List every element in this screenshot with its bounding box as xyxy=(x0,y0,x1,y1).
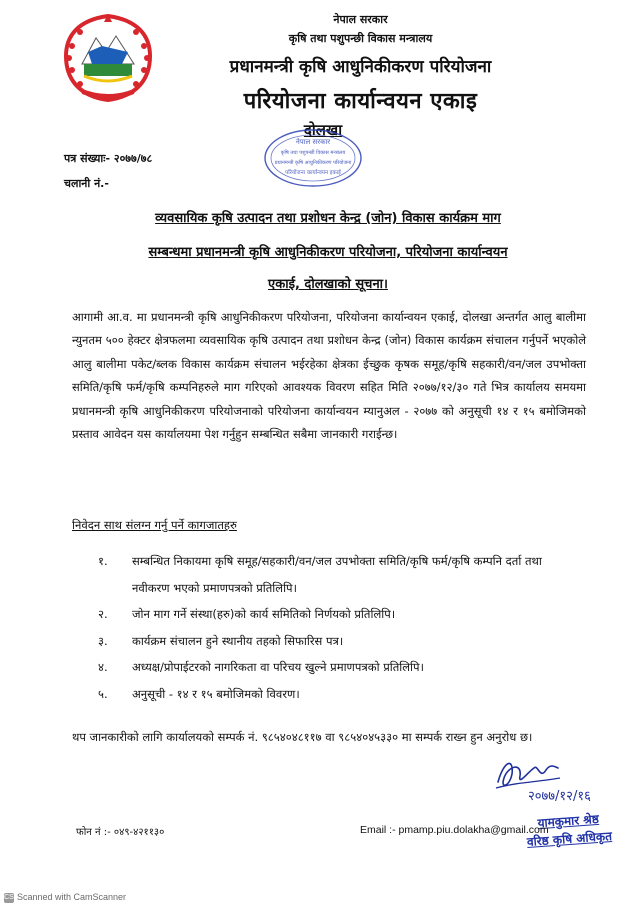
list-item xyxy=(98,628,568,655)
office-phone: फोन नं :- ०४९-४२११३० xyxy=(76,827,165,838)
attachments-list xyxy=(98,548,568,707)
item-text: अध्यक्ष/प्रोपाईटरको नागरिकता वा परिचय खुल्ने प्रमाणपत्रको प्रतिलिपि। xyxy=(132,660,424,674)
item-number: १. xyxy=(98,554,108,568)
subject-line-2: सम्बन्धमा प्रधानमन्त्री कृषि आधुनिकीकरण परियोजना, परियोजना कार्यान्वयन xyxy=(148,245,508,260)
item-text: कार्यक्रम संचालन हुने स्थानीय तहको सिफारिस पत्र। xyxy=(132,633,344,648)
notice-body: आगामी आ.व. मा प्रधानमन्त्री कृषि आधुनिकीकरण परियोजना, परियोजना कार्यान्वयन एकाई, दोलखा अन्तर्गत आलु बालीमा न्युनतम ५०० हेक्टर क्षेत्रफलमा व्यवसायिक कृषि उत्पादन तथा प्रशोधन केन्द्र (जोन) विकास कार्यक्रम संचालन गर्नुपर्ने भएकोले आलु बालीमा पकेट/ब्लक विकास कार्यक्रम संचालन भईरहेका क्षेत्रका ईच्छुक कृषक समूह/कृषि सहकारी/वन/जल उपभोक्ता समिति/कृषि फर्म/कृषि कम्पनिहरुले माग गरिएको आवश्यक विवरण सहित मिति २०७७/१२/३० गते भित्र कार्यालय समयमा प्रधानमन्त्री कृषि आधुनिकीकरण परियोजनाको परियोजना कार्यान्वयन म्यानुअल - २०७७ को अनुसूची १४ र १५ बमोजिमको प्रस्ताव आवेदन यस कार्यालयमा पेश गर्नुहुन सम्बन्धित सबैमा जानकारी गराईन्छ। xyxy=(72,310,586,442)
letter-number: पत्र संख्याः- २०७७/७८ xyxy=(64,152,153,165)
office-email: Email :- pmamp.piu.dolakha@gmail.com xyxy=(360,824,549,836)
attachments-title: निवेदन साथ संलग्न गर्नु पर्ने कागजातहरु xyxy=(72,518,237,532)
list-item xyxy=(98,681,568,708)
government-name: नेपाल सरकार xyxy=(333,13,388,26)
item-number: ३. xyxy=(98,633,108,648)
contact-paragraph: थप जानकारीको लागि कार्यालयको सम्पर्क नं. ९८५४०४८११७ वा ९८५४०४५३३० मा सम्पर्क राख्न हुन अनुरोध छ। xyxy=(72,730,533,744)
watermark-text: Scanned with CamScanner xyxy=(17,892,127,902)
project-name: प्रधानमन्त्री कृषि आधुनिकीकरण परियोजना xyxy=(229,57,492,77)
camscanner-logo-icon: CS xyxy=(4,893,14,901)
signatory-stamp xyxy=(508,808,633,886)
list-item xyxy=(98,654,568,681)
list-item xyxy=(98,601,568,628)
ministry-name: कृषि तथा पशुपन्छी विकास मन्त्रालय xyxy=(288,32,433,45)
camscanner-watermark xyxy=(4,892,126,903)
stamp-line-4: परियोजना कार्यान्वयन इकाई xyxy=(285,170,341,176)
subject-line-1: व्यवसायिक कृषि उत्पादन तथा प्रशोधन केन्द्र (जोन) विकास कार्यक्रम माग xyxy=(155,211,501,226)
office-stamp-icon xyxy=(262,126,364,190)
unit-name: परियोजना कार्यान्वयन एकाइ xyxy=(243,89,478,114)
stamp-line-2: कृषि तथा पशुपन्छी विकास मन्त्रालय xyxy=(280,150,346,156)
handwritten-signature-icon xyxy=(488,752,618,808)
subject-line-3: एकाई, दोलखाको सूचना। xyxy=(268,277,388,292)
stamp-line-1: नेपाल सरकार xyxy=(295,138,331,146)
item-number: ५. xyxy=(98,686,108,701)
district-name: दोलखा xyxy=(303,121,343,139)
item-text: अनुसूची - १४ र १५ बमोजिमको विवरण। xyxy=(132,686,300,701)
stamp-line-3: प्रधानमन्त्री कृषि आधुनिकीकरण परियोजना xyxy=(274,160,352,166)
signatory-title: वरिष्ठ कृषि अधिकृत xyxy=(526,829,613,849)
signatory-name: यामकुमार श्रेष्ठ xyxy=(537,811,600,831)
signature-date: २०७७/१२/१६ xyxy=(528,789,591,804)
item-text: जोन माग गर्ने संस्था(हरु)को कार्य समितिको निर्णयको प्रतिलिपि। xyxy=(132,607,396,621)
list-item xyxy=(98,548,568,601)
item-number: २. xyxy=(98,607,108,621)
item-text: सम्बन्धित निकायमा कृषि समूह/सहकारी/वन/जल उपभोक्ता समिति/कृषि फर्म/कृषि कम्पनि दर्ता तथा नवीकरण भएको प्रमाणपत्रको प्रतिलिपि। xyxy=(132,554,542,595)
item-number: ४. xyxy=(98,660,108,674)
dispatch-number: चलानी नं.- xyxy=(64,177,109,190)
